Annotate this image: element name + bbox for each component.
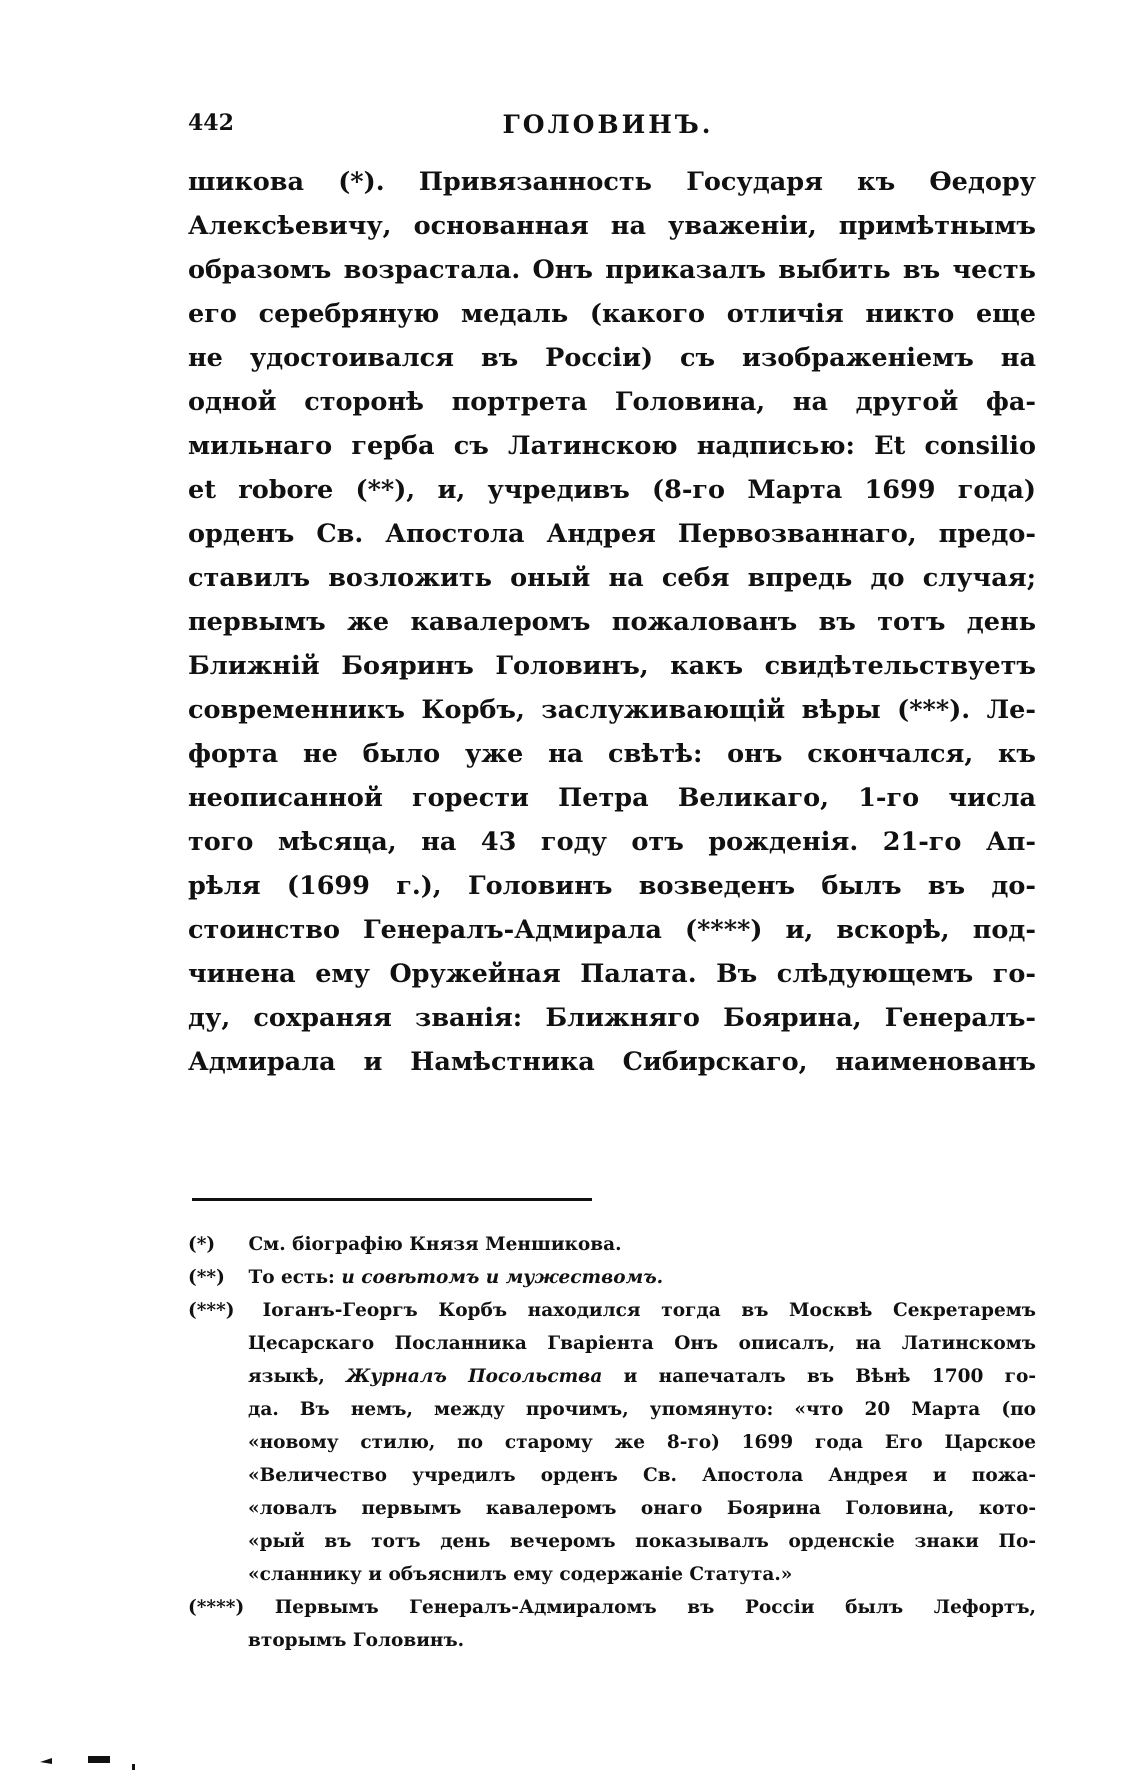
body-line: Алексѣевичу, основанная на уваженіи, примѣтнымъ — [188, 211, 1036, 241]
footnote-text: языкѣ, — [248, 1366, 325, 1387]
body-line: шикова (*). Привязанность Государя къ Ѳедору — [188, 167, 1036, 197]
body-line: первымъ же кавалеромъ пожалованъ въ тотъ день — [188, 607, 1036, 637]
footnote-1 — [188, 1228, 1036, 1261]
footnote-2 — [188, 1261, 1036, 1294]
body-line: чинена ему Оружейная Палата. Въ слѣдующемъ го- — [188, 959, 1036, 989]
footnote-text: и напечаталъ въ Вѣнѣ 1700 го- — [623, 1366, 1036, 1387]
body-line: et robore (**), и, учредивъ (8-го Марта 1699 года) — [188, 475, 1036, 505]
page-number: 442 — [188, 110, 234, 136]
body-line: мильнаго герба съ Латинскою надписью: Et consilio — [188, 431, 1036, 461]
footnote-mark: (***) — [188, 1300, 235, 1321]
scan-speck — [40, 1758, 52, 1764]
footnote-4-line — [188, 1591, 1036, 1624]
footnote-3-line — [188, 1294, 1036, 1327]
scan-speck — [88, 1756, 110, 1763]
body-line: образомъ возрастала. Онъ приказалъ выбить въ честь — [188, 255, 1036, 285]
footnote-mark: (*) — [188, 1234, 216, 1255]
scan-specks — [40, 1740, 140, 1770]
footnote-divider — [192, 1198, 592, 1201]
footnote-text: То есть: — [248, 1267, 335, 1288]
footnote-3-line — [188, 1360, 1036, 1393]
footnote-3-line: «сланнику и объяснилъ ему содержаніе Статута.» — [248, 1564, 793, 1585]
footnote-3-line: «ловалъ первымъ кавалеромъ онаго Боярина Головина, кото- — [248, 1498, 1036, 1519]
footnote-3-line: «рый въ тотъ день вечеромъ показывалъ орденскіе знаки По- — [248, 1531, 1036, 1552]
body-line: его серебряную медаль (какого отличія никто еще — [188, 299, 1036, 329]
footnote-3-line: да. Въ немъ, между прочимъ, упомянуто: «что 20 Марта (по — [248, 1399, 1036, 1420]
footnote-4-line: вторымъ Головинъ. — [248, 1630, 465, 1651]
footnote-text: См. біографію Князя Меншикова. — [248, 1234, 622, 1255]
body-line: форта не было уже на свѣтѣ: онъ скончался, къ — [188, 739, 1036, 769]
footnote-mark: (****) — [188, 1597, 245, 1618]
body-line: рѣля (1699 г.), Головинъ возведенъ былъ въ до- — [188, 871, 1036, 901]
running-title: ГОЛОВИНЪ. — [502, 110, 714, 139]
page-header — [188, 110, 1028, 150]
footnotes — [188, 1228, 1036, 1657]
footnote-text: Первымъ Генералъ-Адмираломъ въ Россіи былъ Лефортъ, — [274, 1597, 1036, 1618]
scan-speck — [132, 1764, 135, 1770]
body-line: Ближній Бояринъ Головинъ, какъ свидѣтельствуетъ — [188, 651, 1036, 681]
body-line: орденъ Св. Апостола Андрея Первозваннаго, предо- — [188, 519, 1036, 549]
footnote-text: Іоганъ-Георгъ Корбъ находился тогда въ Москвѣ Секретаремъ — [262, 1300, 1036, 1321]
body-line: одной сторонѣ портрета Головина, на другой фа- — [188, 387, 1036, 417]
body-line: ду, сохраняя званія: Ближняго Боярина, Генералъ- — [188, 1003, 1036, 1033]
footnote-3-line: «новому стилю, по старому же 8-го) 1699 года Его Царское — [248, 1432, 1036, 1453]
body-line: неописанной горести Петра Великаго, 1-го числа — [188, 783, 1036, 813]
footnote-italic-text: Журналъ Посольства — [346, 1366, 603, 1387]
body-line: ставилъ возложить оный на себя впредь до случая; — [188, 563, 1036, 593]
body-line: современникъ Корбъ, заслуживающій вѣры (***). Ле- — [188, 695, 1036, 725]
footnote-3-line: «Величество учредилъ орденъ Св. Апостола Андрея и пожа- — [248, 1465, 1036, 1486]
footnote-italic-text: и совѣтомъ и мужествомъ. — [341, 1267, 664, 1288]
footnote-mark: (**) — [188, 1267, 225, 1288]
body-line: не удостоивался въ Россіи) съ изображеніемъ на — [188, 343, 1036, 373]
body-line: Адмирала и Намѣстника Сибирскаго, наименованъ — [188, 1047, 1036, 1077]
body-line: стоинство Генералъ-Адмирала (****) и, вскорѣ, под- — [188, 915, 1036, 945]
body-text — [188, 160, 1036, 1084]
footnote-3-line: Цесарскаго Посланника Гваріента Онъ описалъ, на Латинскомъ — [248, 1333, 1036, 1354]
body-line: того мѣсяца, на 43 году отъ рожденія. 21-го Ап- — [188, 827, 1036, 857]
